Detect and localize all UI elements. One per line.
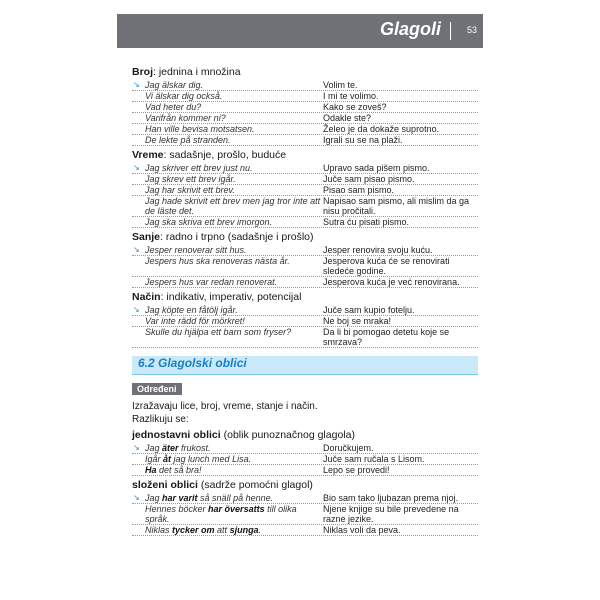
swedish-example [132, 80, 323, 90]
swedish-example [132, 327, 323, 347]
swedish-text: . [258, 525, 262, 535]
example-row [132, 277, 478, 288]
serbian-translation: Volim te. [323, 80, 358, 90]
swedish-verb: har varit [162, 493, 198, 503]
section-title-bold: Broj [132, 66, 153, 78]
header-divider [450, 22, 451, 40]
serbian-translation: Doručkujem. [323, 443, 374, 453]
section-title-rest: (oblik punoznačnog glagola) [220, 429, 355, 441]
example-section [132, 291, 478, 348]
section-title [132, 291, 478, 304]
swedish-example [132, 174, 323, 184]
example-row [132, 305, 478, 316]
swedish-text: Jespers hus ska renoveras nästa år. [145, 256, 290, 266]
swedish-example [132, 316, 323, 326]
serbian-translation: Napisao sam pismo, ali mislim da ga nisu pročitali. [323, 196, 470, 216]
swedish-example [132, 465, 323, 475]
section-title [132, 231, 478, 244]
example-row [132, 196, 478, 217]
serbian-translation: Odakle ste? [323, 113, 372, 123]
intro-text-2: Razlikuju se: [132, 414, 189, 425]
serbian-translation: Upravo sada pišem pismo. [323, 163, 430, 173]
sections-group-1 [132, 66, 478, 348]
serbian-translation: Želeo je da dokaže suprotno. [323, 124, 440, 134]
swedish-text: Jag ska skriva ett brev imorgon. [145, 217, 273, 227]
serbian-translation: Juče sam kupio fotelju. [323, 305, 415, 315]
section-title-rest: : indikativ, imperativ, potencijal [160, 291, 302, 303]
swedish-text: så snäll på henne. [197, 493, 274, 503]
section-heading-band [132, 356, 478, 375]
swedish-example [132, 217, 323, 227]
example-section [132, 429, 478, 476]
swedish-text: Hennes böcker [145, 504, 209, 514]
example-row [132, 174, 478, 185]
example-row [132, 80, 478, 91]
swedish-text: att [214, 525, 230, 535]
swedish-text: Igår [145, 454, 164, 464]
serbian-translation: Jesperova kuća je već renovirana. [323, 277, 460, 287]
example-row [132, 102, 478, 113]
swedish-text: Skulle du hjälpa ett barn som fryser? [145, 327, 292, 337]
example-row [132, 256, 478, 277]
swedish-text: till olika språk. [145, 504, 297, 524]
example-section [132, 66, 478, 146]
arrow-down-right-icon: ↘ [133, 443, 140, 452]
swedish-example [132, 163, 323, 173]
swedish-example [132, 124, 323, 134]
serbian-translation: Jesper renovira svoju kuću. [323, 245, 433, 255]
example-row [132, 493, 478, 504]
intro-text: Izražavaju lice, broj, vreme, stanje i način. [132, 401, 318, 412]
swedish-text: Jag hade skrivit ett brev men jag tror inte att de läste det. [145, 196, 321, 216]
swedish-text: Han ville bevisa motsatsen. [145, 124, 255, 134]
serbian-translation: Ne boj se mraka! [323, 316, 392, 326]
section-title-bold: Način [132, 291, 161, 303]
example-row [132, 185, 478, 196]
section-title [132, 149, 478, 162]
example-row [132, 135, 478, 146]
serbian-translation: Niklas voli da peva. [323, 525, 401, 535]
swedish-example [132, 454, 323, 464]
section-title [132, 479, 478, 492]
swedish-text: Jag skriver ett brev just nu. [145, 163, 253, 173]
swedish-example [132, 185, 323, 195]
arrow-down-right-icon: ↘ [133, 305, 140, 314]
swedish-example [132, 525, 323, 535]
example-row [132, 465, 478, 476]
swedish-example [132, 443, 323, 453]
serbian-translation: Njene knjige su bile prevedene na razne jezike. [323, 504, 459, 524]
section-title-rest: (sadrže pomoćni glagol) [197, 479, 313, 491]
swedish-text: Jespers hus var redan renoverat. [145, 277, 278, 287]
section-title-bold: složeni oblici [132, 479, 198, 491]
serbian-translation: Kako se zoveš? [323, 102, 387, 112]
swedish-example [132, 305, 323, 315]
chapter-title: Glagoli [379, 19, 441, 39]
swedish-example [132, 113, 323, 123]
swedish-text: Jag [145, 443, 163, 453]
subsection-tag: Određeni [132, 383, 182, 395]
page-header [117, 14, 483, 48]
sections-group-2 [132, 429, 478, 536]
example-row [132, 525, 478, 536]
swedish-text: Jag skrev ett brev igår. [145, 174, 236, 184]
example-row [132, 113, 478, 124]
swedish-text: jag lunch med Lisa. [171, 454, 252, 464]
swedish-text: De lekte på stranden. [145, 135, 231, 145]
section-title-bold: Sanje [132, 231, 161, 243]
serbian-translation: Lepo se provedi! [323, 465, 390, 475]
swedish-text: Jag köpte en fåtölj igår. [145, 305, 238, 315]
serbian-translation: Juče sam ručala s Lisom. [323, 454, 425, 464]
section-title-rest: : radno i trpno (sadašnje i prošlo) [160, 231, 314, 243]
swedish-text: Jesper renoverar sitt hus. [145, 245, 247, 255]
section-title-bold: Vreme [132, 149, 164, 161]
swedish-verb: tycker om [172, 525, 215, 535]
example-row [132, 504, 478, 525]
serbian-translation: I mi te volimo. [323, 91, 379, 101]
swedish-text: Jag har skrivit ett brev. [145, 185, 235, 195]
swedish-verb: sjunga [229, 525, 259, 535]
example-section [132, 479, 478, 536]
serbian-translation: Igrali su se na plaži. [323, 135, 403, 145]
serbian-translation: Jesperova kuća će se renovirati sledeće godine. [323, 256, 450, 276]
swedish-text: Vad heter du? [145, 102, 202, 112]
example-row [132, 124, 478, 135]
swedish-verb: har översatts [208, 504, 265, 514]
serbian-translation: Juče sam pisao pismo. [323, 174, 415, 184]
swedish-example [132, 277, 323, 287]
example-section [132, 149, 478, 228]
serbian-translation: Sutra ću pisati pismo. [323, 217, 410, 227]
swedish-example [132, 504, 323, 524]
example-row [132, 91, 478, 102]
example-section [132, 231, 478, 288]
section-title-bold: jednostavni oblici [132, 429, 221, 441]
swedish-example [132, 256, 323, 276]
arrow-down-right-icon: ↘ [133, 163, 140, 172]
page-number: 53 [466, 25, 477, 35]
swedish-example [132, 135, 323, 145]
section-title-rest: : jednina i množina [153, 66, 241, 78]
serbian-translation: Da li bi pomogao detetu koje se smrzava? [323, 327, 450, 347]
section-title [132, 66, 478, 79]
swedish-text: Var inte rädd för mörkret! [145, 316, 245, 326]
arrow-down-right-icon: ↘ [133, 80, 140, 89]
arrow-down-right-icon: ↘ [133, 493, 140, 502]
example-row [132, 163, 478, 174]
swedish-text: Jag [145, 493, 163, 503]
swedish-example [132, 196, 323, 216]
serbian-translation: Pisao sam pismo. [323, 185, 395, 195]
swedish-verb: Ha [145, 465, 157, 475]
swedish-text: Niklas [145, 525, 173, 535]
section-title-rest: : sadašnje, prošlo, buduće [163, 149, 287, 161]
swedish-example [132, 91, 323, 101]
swedish-text: det så bra! [156, 465, 202, 475]
swedish-text: Jag älskar dig. [145, 80, 204, 90]
swedish-text: frukost. [178, 443, 211, 453]
swedish-example [132, 102, 323, 112]
swedish-verb: åt [163, 454, 172, 464]
swedish-text: Varifrån kommer ni? [145, 113, 226, 123]
arrow-down-right-icon: ↘ [133, 245, 140, 254]
example-row [132, 217, 478, 228]
swedish-example [132, 493, 323, 503]
serbian-translation: Bio sam tako ljubazan prema njoj. [323, 493, 459, 503]
example-row [132, 245, 478, 256]
example-row [132, 454, 478, 465]
example-row [132, 443, 478, 454]
page-content [132, 66, 478, 539]
example-row [132, 327, 478, 348]
example-row [132, 316, 478, 327]
swedish-text: Vi älskar dig också. [145, 91, 223, 101]
section-heading: 6.2 Glagolski oblici [138, 356, 247, 370]
swedish-verb: äter [162, 443, 179, 453]
swedish-example [132, 245, 323, 255]
section-title [132, 429, 478, 442]
